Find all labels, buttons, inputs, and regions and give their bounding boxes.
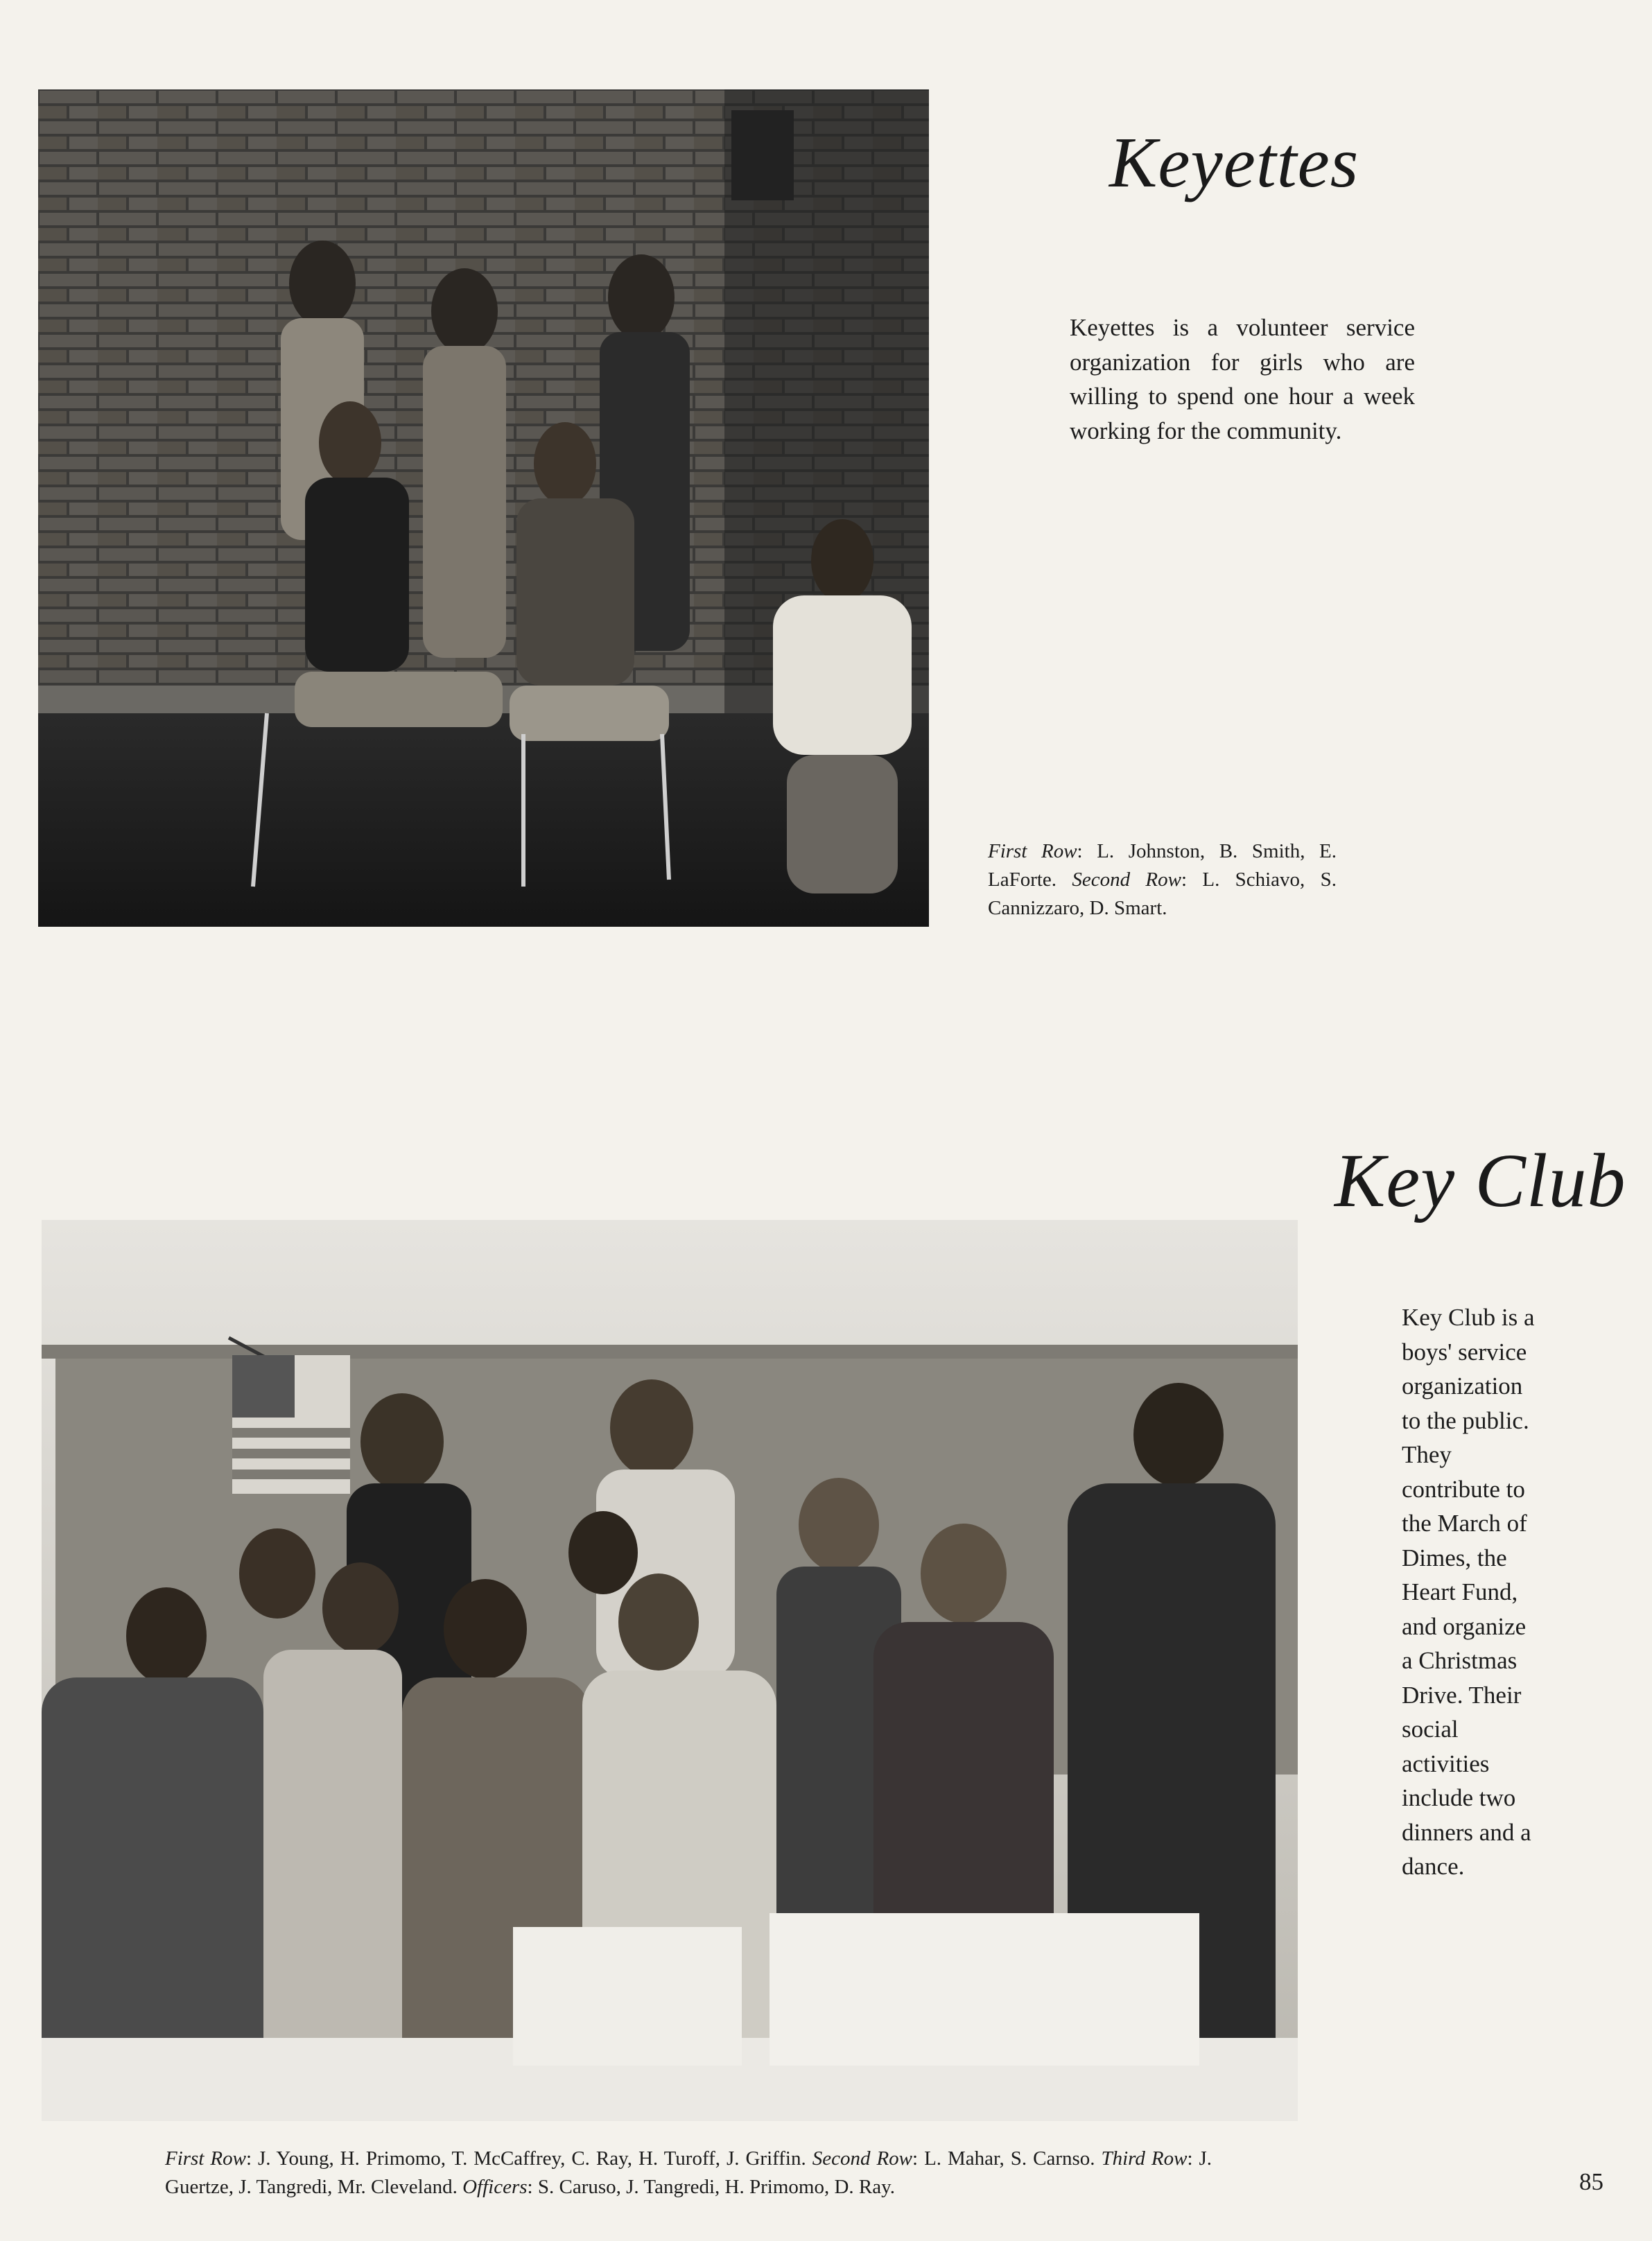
second-row-label: Second Row [1072,869,1181,891]
third-row-label: Third Row [1101,2147,1188,2170]
page-number: 85 [1579,2168,1603,2195]
third-row-names: J. Guertze, J. Tangredi, Mr. Cleveland. [165,2147,1212,2198]
keyettes-group-photo [38,89,929,927]
keyettes-description: Keyettes is a volunteer service organization for girls who are willing to spend one hour a week working for the community. [1070,314,1415,444]
second-row-names: L. Schiavo, S. Cannizzaro, D. Smart. [988,869,1337,919]
first-row-label: First Row [165,2147,246,2170]
first-row-label: First Row [988,840,1077,862]
officers-label: Officers [462,2176,528,2198]
key-club-caption: First Row: J. Young, H. Primomo, T. McCaffrey, C. Ray, H. Turoff, J. Griffin. Second Row: L. Mahar, S. Carnso. Third Row: J. Guertze, J. Tangredi, Mr. Cleveland. Officers: S. Caruso, J. Tangredi, H. Primomo, D. Ray. [165,2147,1212,2198]
key-club-description: Key Club is a boys' service organization to the public. They contribute to the March of Dimes, the Heart Fund, and organize a Christmas Drive. Their social activities include two dinners and a dance. [1402,1304,1535,1880]
key-club-group-photo [42,1220,1298,2121]
second-row-names: L. Mahar, S. Carnso. [924,2147,1095,2170]
second-row-label: Second Row [812,2147,913,2170]
key-club-title: Key Club [1334,1138,1626,1223]
officers-names: S. Caruso, J. Tangredi, H. Primomo, D. Ray. [537,2176,895,2198]
keyettes-title: Keyettes [1109,123,1359,202]
first-row-names: J. Young, H. Primomo, T. McCaffrey, C. Ray, H. Turoff, J. Griffin. [257,2147,806,2170]
first-row-names: L. Johnston, B. Smith, E. LaForte. [988,840,1337,891]
keyettes-caption: First Row: L. Johnston, B. Smith, E. LaForte. Second Row: L. Schiavo, S. Cannizzaro, D. Smart. [988,840,1337,919]
